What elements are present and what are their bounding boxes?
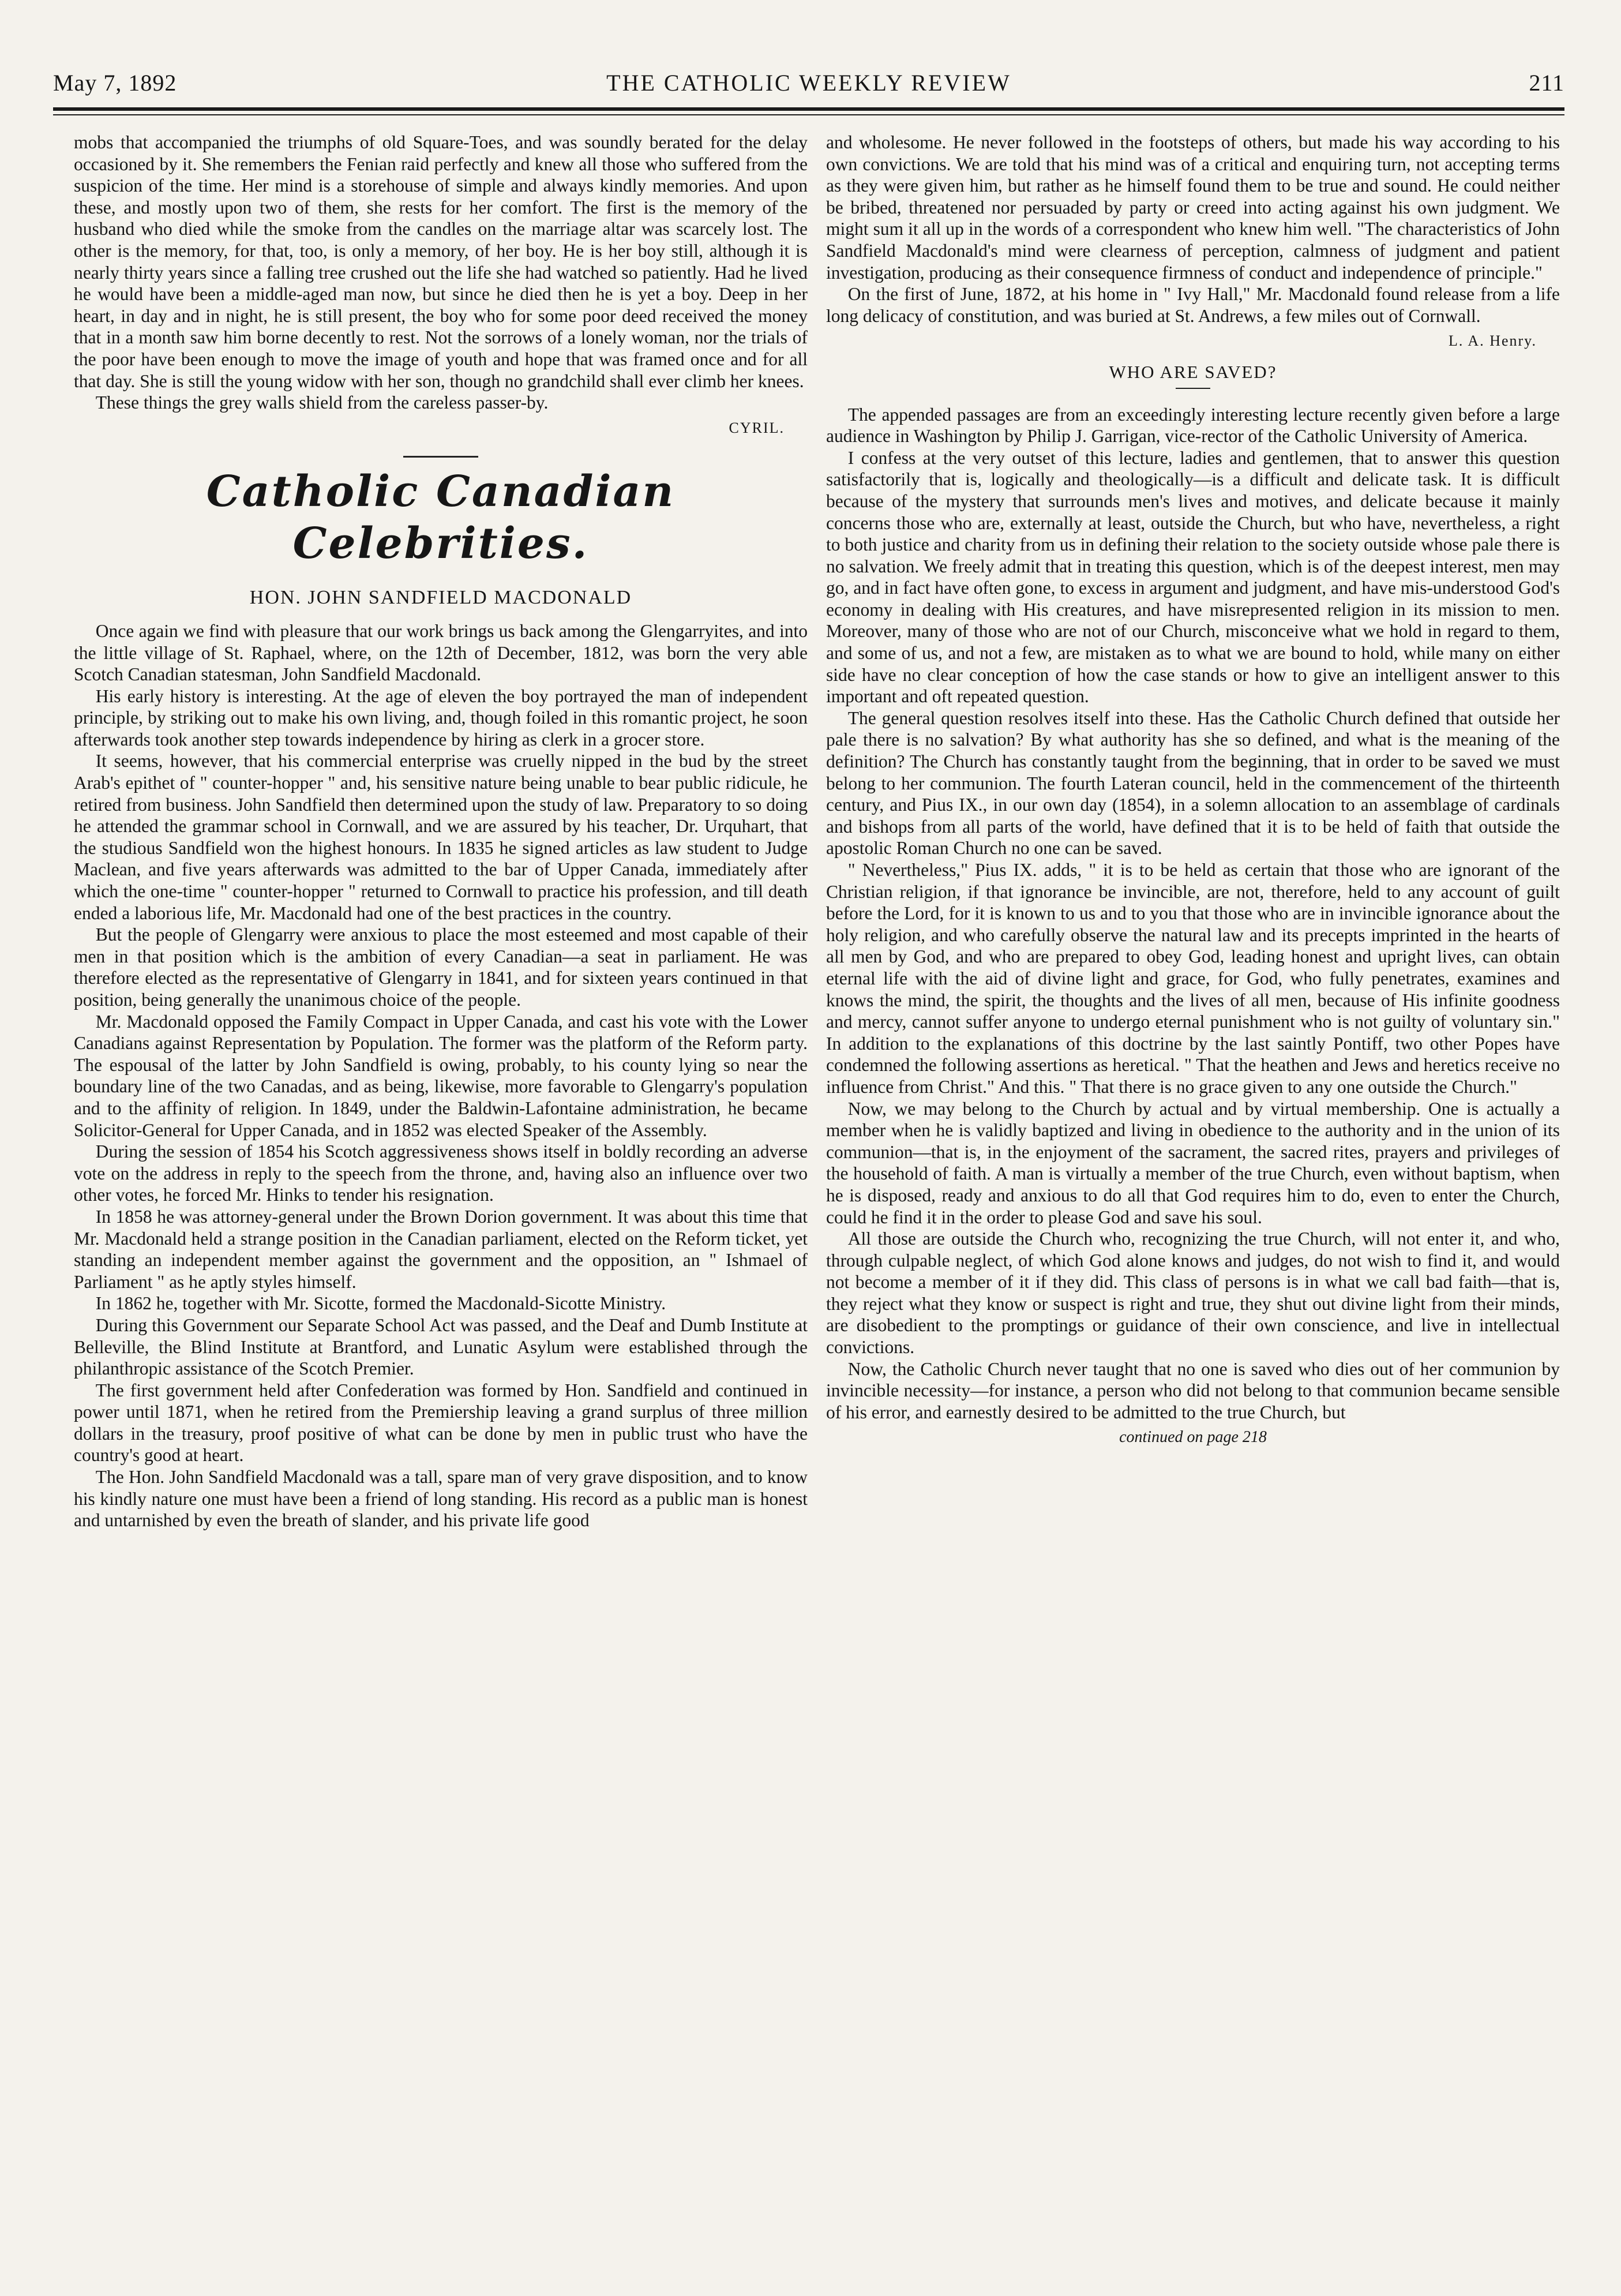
issue-date: May 7, 1892 — [53, 70, 177, 96]
article-paragraph: All those are outside the Church who, recognizing the true Church, will not enter it, and who, through culpable neglect, of which God alone knows and judges, do not wish to find it, and would not become a member of it if they did. This class of persons is in what we call bad faith—that is, they reject what they know or suspect is right and true, they shut out divine light from their minds, are disobedient to the promptings or guidance of their own conscience, and live in intellectual convictions. — [826, 1228, 1560, 1358]
section-title: Catholic Canadian Celebrities. — [206, 467, 676, 569]
article-paragraph: It seems, however, that his commercial enterprise was cruelly nipped in the bud by the street Arab's epithet of " counter-hopper " and, his sensitive nature being unable to bear public ridicule, he retired from business. John Sandfield then determined upon the study of law. Preparatory to so doing he attended the grammar school in Cornwall, and we are assured by his teacher, Dr. Urquhart, that the studious Sandfield won the highest honours. In 1835 he signed articles as law student to Judge Maclean, and five years afterwards was admitted to the bar of Upper Canada, immediately after which the one-time " counter-hopper " returned to Cornwall to practice his profession, and till death ended a laborious life, Mr. Macdonald had one of the best practices in the country. — [74, 751, 808, 923]
article-paragraph: The appended passages are from an exceedingly interesting lecture recently given before a large audience in Washington by Philip J. Garrigan, vice-rector of the Catholic University of America. — [826, 404, 1560, 447]
article-paragraph: The general question resolves itself into these. Has the Catholic Church defined that outside her pale there is no salvation? By what authority has she so defined, and what is the meaning of the definition? The Church has constantly taught from the beginning, that in order to be saved we must belong to her communion. The fourth Lateran council, held in the commencement of the thirteenth century, and Pius IX., in our own day (1854), in a solemn allocation to an assemblage of cardinals and bishops from all parts of the world, have defined that it is to be held of faith that outside the apostolic Roman Church no one can be saved. — [826, 707, 1560, 859]
article-paragraph: Once again we find with pleasure that our work brings us back among the Glengarryites, and into the little village of St. Raphael, where, on the 12th of December, 1812, was born the very able Scotch Canadian statesman, John Sandfield Macdonald. — [74, 620, 808, 685]
intro-signature: CYRIL. — [729, 419, 785, 436]
article-paragraph: During the session of 1854 his Scotch aggressiveness shows itself in boldly recording an adverse vote on the address in reply to the speech from the throne, and, having also an influence over two other votes, he forced Mr. Hinks to tender his resignation. — [74, 1141, 808, 1205]
article-signature: L. A. Henry. — [1448, 332, 1537, 350]
article-paragraph: Now, the Catholic Church never taught that no one is saved who dies out of her communion by invincible necessity—for instance, a person who did not belong to that communion became sensible of his error, and earnestly desired to be admitted to the true Church, but — [826, 1358, 1560, 1422]
article-paragraph: His early history is interesting. At the age of eleven the boy portrayed the man of independent principle, by striking out to make his own living, and, though foiled in this romantic project, he soon afterwards took another step towards independence by hiring as clerk in a grocer store. — [74, 686, 808, 750]
article-title: HON. JOHN SANDFIELD MACDONALD — [249, 587, 632, 609]
article-paragraph: Mr. Macdonald opposed the Family Compact in Upper Canada, and cast his vote with the Lower Canadians against Representation by Population. The former was the platform of the Reform party. The espousal of the latter by John Sandfield is owing, probably, to his county lying so near the boundary line of the two Canadas, and as being, likewise, more favorable to Glengarry's population and to the affinity of religion. In 1849, under the Baldwin-Lafontaine administration, he became Solicitor-General for Upper Canada, and in 1852 was elected Speaker of the Assembly. — [74, 1011, 808, 1140]
article-paragraph: " Nevertheless," Pius IX. adds, " it is to be held as certain that those who are ignorant of the Christian religion, if that ignorance be invincible, are not, therefore, held to any account of guilt before the Lord, for it is known to us and to you that those who are in invincible ignorance about the holy religion, and who carefully observe the natural law and its precepts imprinted in the hearts of all men by God, and who are prepared to obey God, leading honest and upright lives, can obtain eternal life with the aid of divine light and grace, for God, who fully penetrates, examines and knows the mind, the spirit, the thoughts and the lives of all men, because of His infinite goodness and mercy, cannot suffer anyone to undergo eternal punishment who is not guilty of voluntary sin." In addition to the explanations of this doctrine by the last saintly Pontiff, two other Popes have condemned the following assertions as heretical. " That the heathen and Jews and heretics receive no influence from Christ." And this. " That there is no grace given to any one outside the Church." — [826, 860, 1560, 1097]
left-column — [74, 132, 808, 1531]
article-paragraph: During this Government our Separate School Act was passed, and the Deaf and Dumb Institute at Belleville, the Blind Institute at Brantford, and Lunatic Asylum were established through the philanthropic assistance of the Scotch Premier. — [74, 1314, 808, 1379]
article-paragraph: I confess at the very outset of this lecture, ladies and gentlemen, that to answer this question satisfactorily that is, logically and theologically—is a difficult and delicate task. It is difficult because of the mystery that surrounds men's lives and motives, and delicate because it mainly concerns those who are, externally at least, outside the Church, but who have, nevertheless, a right to both justice and charity from us in defining their relation to the society outside whose pale there is no salvation. We freely admit that in treating this question, which is of the deepest interest, men may go, and in fact have often gone, to excess in argument and judgment, and have mis-understood God's economy in dealing with His creatures, and have misrepresented religion in its mission to men. Moreover, many of those who are not of our Church, misconceive what we hold in regard to them, and some of us, and not a few, are mistaken as to what we are bound to hold, while many on either side have no clear conception of how the case stands or how to give an intelligent answer to this important and oft repeated question. — [826, 447, 1560, 707]
article-paragraph: On the first of June, 1872, at his home in " Ivy Hall," Mr. Macdonald found release from a life long delicacy of constitution, and was buried at St. Andrews, a few miles out of Cornwall. — [826, 284, 1560, 326]
page-header — [53, 65, 1564, 113]
intro-paragraph: These things the grey walls shield from the careless passer-by. — [95, 392, 549, 413]
article-paragraph: In 1862 he, together with Mr. Sicotte, formed the Macdonald-Sicotte Ministry. — [95, 1293, 666, 1314]
title-rule — [1176, 388, 1210, 389]
article-paragraph: In 1858 he was attorney-general under the Brown Dorion government. It was about this time that Mr. Macdonald held a strange position in the Canadian parliament, elected on the Reform ticket, yet standing an independent member against the government and the opposition, an " Ishmael of Parliament " as he aptly styles himself. — [74, 1206, 808, 1292]
article-paragraph: The first government held after Confederation was formed by Hon. Sandfield and continued in power until 1871, when he retired from the Premiership leaving a grand surplus of three million dollars in the treasury, proof positive of what can be done by men in public trust who have the country's good at heart. — [74, 1380, 808, 1466]
article-paragraph: But the people of Glengarry were anxious to place the most esteemed and most capable of their men in that position which is the ambition of every Canadian—a seat in parliament. He was therefore elected as the representative of Glengarry in 1841, and for sixteen years continued in that position, being generally the unanimous choice of the people. — [74, 924, 808, 1010]
article-title: WHO ARE SAVED? — [1109, 361, 1277, 382]
header-rule — [53, 107, 1564, 111]
section-divider — [403, 456, 478, 458]
intro-paragraph: mobs that accompanied the triumphs of old Square-Toes, and was soundly berated for the delay occasioned by it. She remembers the Fenian raid perfectly and knew all those who suffered from the suspicion of the time. Her mind is a storehouse of simple and always kindly memories. And upon these, and mostly upon two of them, she rests for her comfort. The first is the memory of the husband who died while the smoke from the candles on the marriage altar was scarcely lost. The other is the memory, for that, too, is only a memory, of her boy. He is her boy still, although it is nearly thirty years since a falling tree crushed out the life she had watched so patiently. Had he lived he would have been a middle-aged man now, but since he died then he is yet a boy. Deep in her heart, in day and in night, he is still present, the boy who for some poor deed received the money that in a month saw him borne decently to rest. Not the sorrows of a lonely woman, nor the trials of the poor have been enough to move the image of youth and hope that was framed once and for all that day. She is still the young widow with her son, though no grandchild shall ever climb her knees. — [74, 132, 808, 391]
continued-note: continued on page 218 — [1119, 1428, 1267, 1447]
publication-title: THE CATHOLIC WEEKLY REVIEW — [606, 70, 1011, 96]
article-paragraph: and wholesome. He never followed in the footsteps of others, but made his way according to his own convictions. We are told that his mind was of a critical and enquiring turn, not accepting terms as they were given him, but rather as he himself found them to be true and sound. He could neither be bribed, threatened nor persuaded by party or creed into acting against his own judgment. We might sum it all up in the words of a correspondent who knew him well. "The characteristics of John Sandfield Macdonald's mind were clearness of perception, calmness of judgment and patient investigation, producing as their consequence firmness of conduct and independence of principle." — [826, 132, 1560, 283]
header-rule-thin — [53, 114, 1564, 115]
page-number: 211 — [1529, 70, 1564, 96]
article-paragraph: The Hon. John Sandfield Macdonald was a tall, spare man of very grave disposition, and to know his kindly nature one must have been a friend of long standing. His record as a public man is honest and untarnished by even the breath of slander, and his private life good — [74, 1467, 808, 1531]
right-column — [826, 132, 1560, 1448]
article-paragraph: Now, we may belong to the Church by actual and by virtual membership. One is actually a member when he is validly baptized and living in obedience to the authority and in the union of its communion—that is, in the enjoyment of the sacrament, the sacred rites, prayers and privileges of the household of faith. A man is virtually a member of the true Church, even without baptism, when he is disposed, ready and anxious to do all that God requires him to do, even to enter the Church, could he find it in the order to please God and save his soul. — [826, 1098, 1560, 1227]
